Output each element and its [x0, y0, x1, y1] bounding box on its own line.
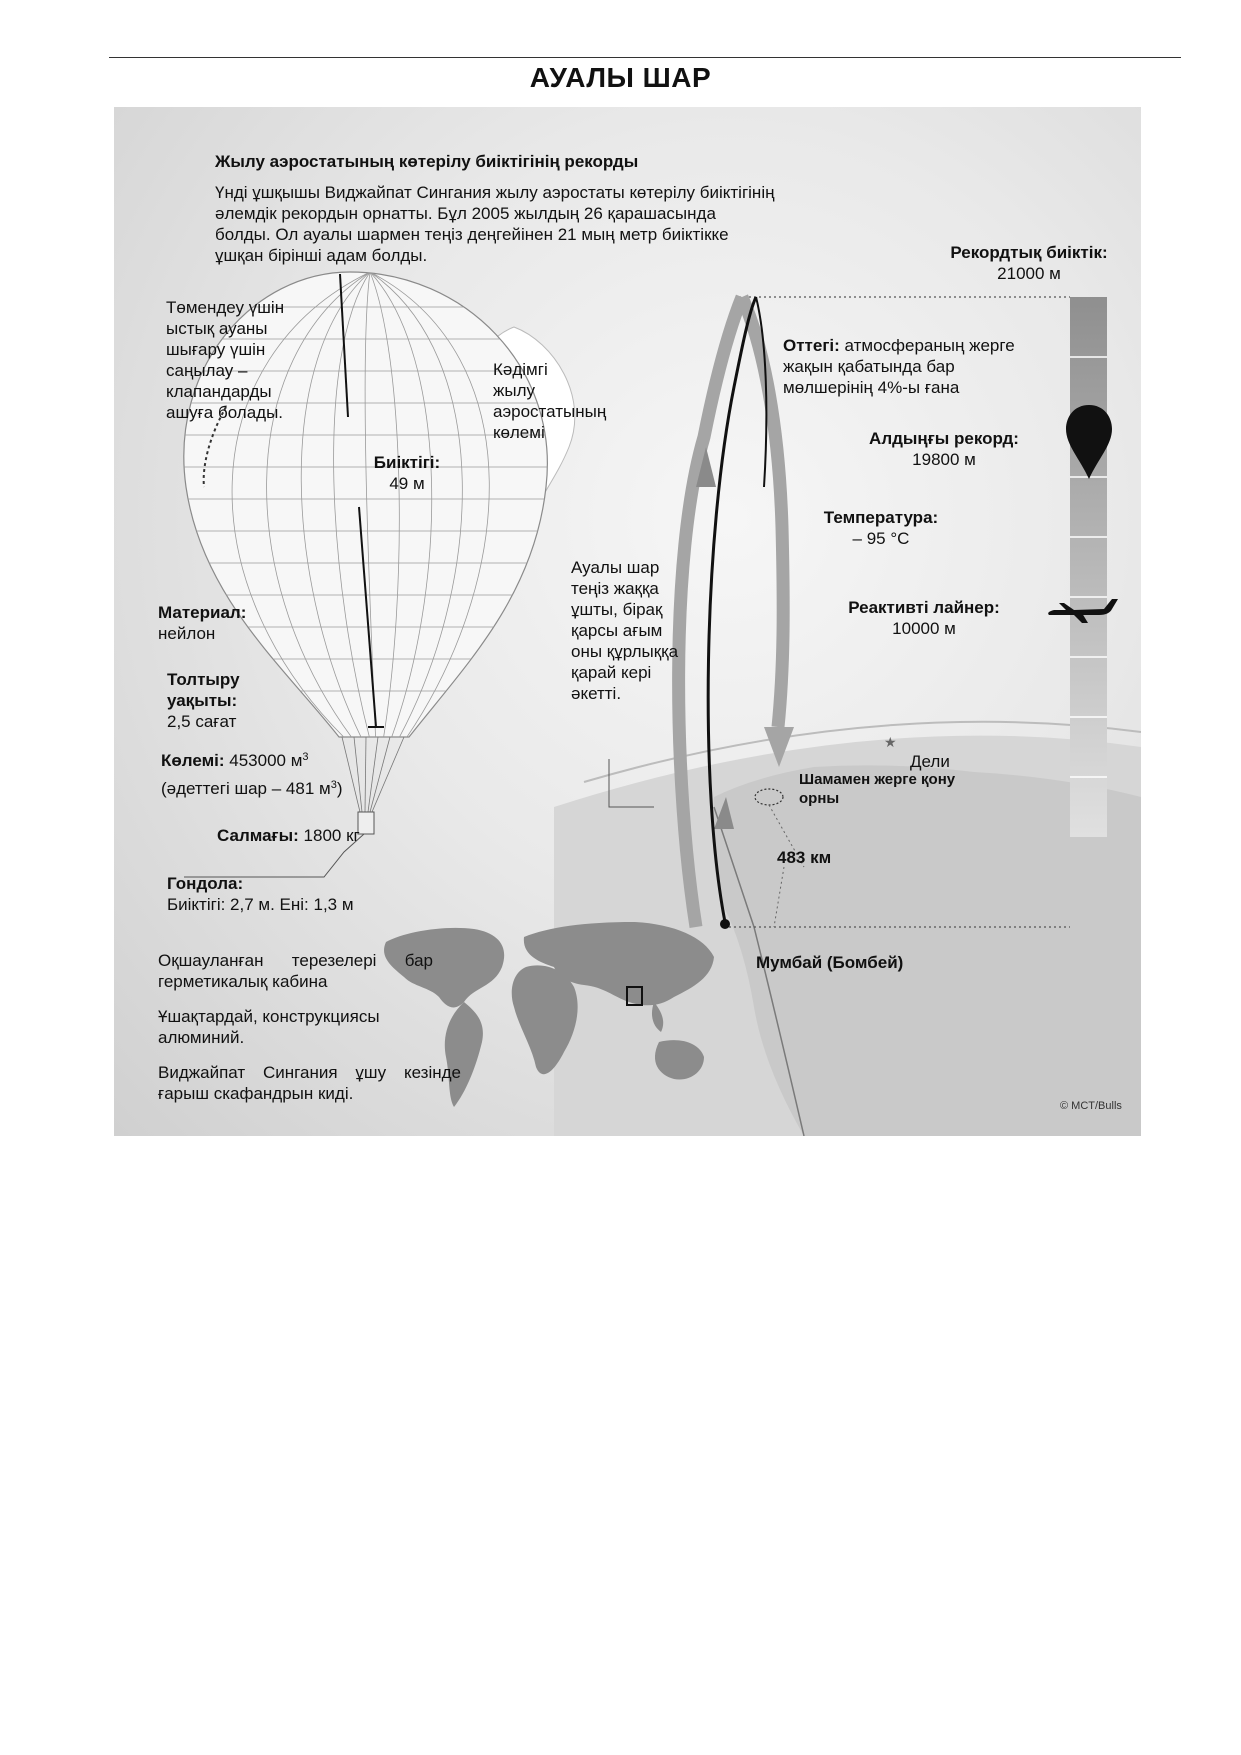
- ordinary-volume-close: ): [336, 779, 343, 798]
- cabin-note: Оқшауланған терезелері бар герметикалық кабина: [158, 951, 433, 991]
- oxygen-value: атмосфераның жерге жақын қабатында бар мөлшерінің 4%-ы ғана: [783, 336, 1015, 397]
- frame-note: Ұшақтардай, конструкциясы алюминий.: [158, 1007, 380, 1047]
- previous-record-label: Алдыңғы рекорд:: [869, 429, 1019, 448]
- altitude-scale: [1070, 297, 1107, 837]
- volume-label: Көлемі:: [161, 751, 225, 770]
- svg-text:★: ★: [884, 735, 897, 751]
- temperature-label: Температура:: [823, 508, 939, 527]
- previous-record-info: [854, 428, 1034, 470]
- gondola-label: Гондола:: [167, 874, 244, 893]
- height-value: 49 м: [389, 474, 425, 493]
- height-info: [352, 452, 462, 494]
- oxygen-label: Оттегі:: [783, 336, 840, 355]
- record-altitude-value: 21000 м: [997, 264, 1061, 283]
- gondola-info: [167, 873, 427, 915]
- intro-text: Үнді ұшқышы Виджайпат Сингания жылу аэростаты көтерілу биіктігінің әлемдік рекордын орнатты. Бұл 2005 жылдың 26 қарашасында болды. Ол ауалы шармен теңіз деңгейінен 21 мың метр биіктікке ұшқан бірінші адам болды.: [215, 183, 775, 265]
- weight-label: Салмағы:: [217, 826, 299, 845]
- jet-liner-info: [834, 597, 1014, 639]
- weight-value: 1800 кг: [303, 826, 360, 845]
- fill-time-label: Толтыру уақыты:: [167, 670, 240, 710]
- record-altitude-label: Рекордтық биіктік:: [950, 243, 1108, 262]
- infographic-heading: Жылу аэростатының көтерілу биіктігінің рекорды: [215, 152, 639, 171]
- landing-label: Шамамен жерге қону орны: [799, 771, 956, 807]
- mumbai-label: Мумбай (Бомбей): [756, 953, 904, 972]
- ordinary-volume-exp: 3: [330, 779, 337, 791]
- infographic-panel: [114, 107, 1141, 1136]
- material-info: [158, 602, 298, 644]
- volume-info: [161, 750, 401, 799]
- previous-record-value: 19800 м: [912, 450, 976, 469]
- image-credit: © MCT/Bulls: [1060, 1100, 1122, 1112]
- valve-note: Төмендеу үшін ыстық ауаны шығару үшін саңылау – клапандарды ашуға болады.: [166, 298, 285, 422]
- weight-info: [217, 825, 417, 846]
- drift-note: Ауалы шар теңіз жаққа ұшты, бірақ қарсы ағым оны құрлыққа қарай кері әкетті.: [571, 558, 679, 703]
- volume-value: 453000 м: [229, 751, 303, 770]
- suit-note: Виджайпат Сингания ұшу кезінде ғарыш скафандрын киді.: [158, 1063, 461, 1103]
- height-label: Биіктігі:: [373, 453, 441, 472]
- fill-time-value: 2,5 сағат: [167, 712, 237, 731]
- material-label: Материал:: [158, 603, 247, 622]
- jet-liner-label: Реактивті лайнер:: [848, 598, 1000, 617]
- record-altitude-info: [934, 242, 1124, 284]
- oxygen-info: [783, 335, 1043, 398]
- ordinary-balloon-note: Кәдімгі жылу аэростатының көлемі: [493, 360, 607, 442]
- top-rule: [109, 57, 1181, 58]
- distance-label: 483 км: [777, 848, 832, 867]
- material-value: нейлон: [158, 624, 216, 643]
- temperature-value: – 95 °C: [852, 529, 910, 548]
- delhi-label: Дели: [910, 752, 950, 771]
- fill-time-info: [167, 669, 287, 732]
- jet-liner-value: 10000 м: [892, 619, 956, 638]
- temperature-info: [811, 507, 951, 549]
- page-title: АУАЛЫ ШАР: [529, 62, 712, 93]
- volume-exp: 3: [302, 751, 309, 763]
- gondola-value: Биіктігі: 2,7 м. Ені: 1,3 м: [167, 895, 354, 914]
- ordinary-volume: (әдеттегі шар – 481 м: [161, 779, 331, 798]
